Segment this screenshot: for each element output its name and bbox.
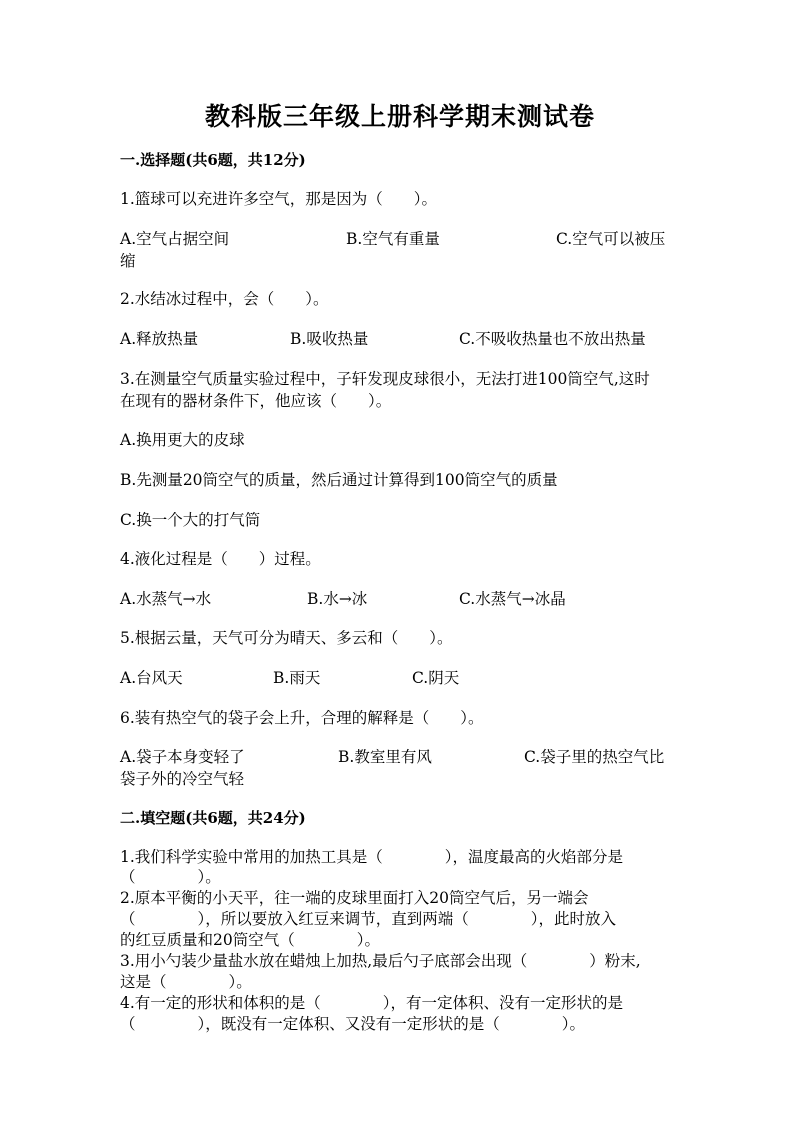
section-heading-fill: 二.填空题(共6题，共24分) <box>120 809 306 827</box>
question-6-stem: 6.装有热空气的袋子会上升，合理的解释是（ ）。 <box>120 709 484 727</box>
question-1-stem: 1.篮球可以充进许多空气，那是因为（ ）。 <box>120 190 438 208</box>
fill-question-3-line-2: 这是（ ）。 <box>120 973 252 991</box>
fill-question-4-line-2: （ ），既没有一定体积、又没有一定形状的是（ ）。 <box>120 1015 586 1033</box>
question-3-stem-line-2: 在现有的器材条件下，他应该（ ）。 <box>120 392 392 410</box>
question-4-stem: 4.液化过程是（ ）过程。 <box>120 550 321 568</box>
question-2-option-b: B.吸收热量 <box>290 330 369 348</box>
fill-question-1-line-1: 1.我们科学实验中常用的加热工具是（ ），温度最高的火焰部分是 <box>120 848 624 866</box>
question-4-option-b: B.水→冰 <box>307 590 368 608</box>
question-1-option-c: C.空气可以被压 <box>556 230 666 248</box>
question-5-option-c: C.阴天 <box>412 669 460 687</box>
page-title: 教科版三年级上册科学期末测试卷 <box>204 102 595 131</box>
fill-question-1-line-2: （ ）。 <box>120 868 221 886</box>
fill-question-3-line-1: 3.用小勺装少量盐水放在蜡烛上加热,最后勺子底部会出现（ ）粉末, <box>120 952 641 970</box>
question-3-option-a: A.换用更大的皮球 <box>120 431 245 449</box>
question-4-option-c: C.水蒸气→冰晶 <box>459 590 566 608</box>
question-2-stem: 2.水结冰过程中，会（ ）。 <box>120 290 329 308</box>
question-6-option-a: A.袋子本身变轻了 <box>120 748 245 766</box>
question-5-option-b: B.雨天 <box>273 669 321 687</box>
question-1-option-a: A.空气占据空间 <box>120 230 230 248</box>
question-3-option-c: C.换一个大的打气筒 <box>120 511 261 529</box>
fill-question-4-line-1: 4.有一定的形状和体积的是（ ），有一定体积、没有一定形状的是 <box>120 994 624 1012</box>
question-3-stem-line-1: 3.在测量空气质量实验过程中，子轩发现皮球很小，无法打进100筒空气,这时 <box>120 370 650 388</box>
question-6-option-b: B.教室里有风 <box>338 748 432 766</box>
question-1-option-c-continued: 缩 <box>120 252 136 270</box>
fill-question-2-line-2: （ ），所以要放入红豆来调节，直到两端（ ），此时放入 <box>120 910 617 928</box>
question-6-option-c: C.袋子里的热空气比 <box>524 748 665 766</box>
question-4-option-a: A.水蒸气→水 <box>120 590 212 608</box>
question-1-option-b: B.空气有重量 <box>346 230 440 248</box>
question-2-option-c: C.不吸收热量也不放出热量 <box>459 330 646 348</box>
question-6-option-c-continued: 袋子外的冷空气轻 <box>120 770 245 788</box>
question-2-option-a: A.释放热量 <box>120 330 199 348</box>
fill-question-2-line-1: 2.原本平衡的小天平，往一端的皮球里面打入20筒空气后，另一端会 <box>120 889 589 907</box>
question-5-option-a: A.台风天 <box>120 669 183 687</box>
fill-question-2-line-3: 的红豆质量和20筒空气（ ）。 <box>120 931 380 949</box>
question-5-stem: 5.根据云量，天气可分为晴天、多云和（ ）。 <box>120 629 453 647</box>
section-heading-choice: 一.选择题(共6题，共12分) <box>120 151 306 169</box>
question-3-option-b: B.先测量20筒空气的质量，然后通过计算得到100筒空气的质量 <box>120 471 558 489</box>
